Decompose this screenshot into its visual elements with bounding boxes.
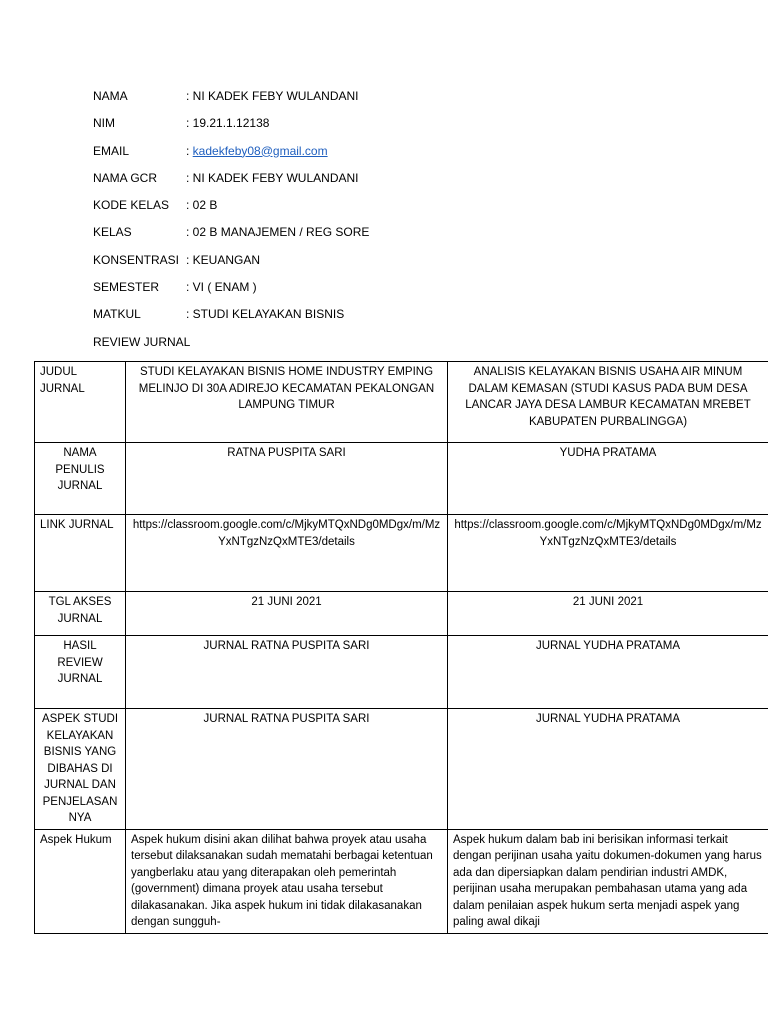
info-separator: :: [186, 307, 193, 322]
info-label: KONSENTRASI: [93, 252, 180, 267]
student-info: [93, 88, 369, 354]
info-value-kode-kelas: 02 B: [192, 198, 218, 213]
table-row-link: [35, 515, 768, 592]
tgl-col2: 21 JUNI 2021: [448, 592, 768, 636]
link-col1[interactable]: https://classroom.google.com/c/MjkyMTQxNDg0MDgx/m/MzYxNTgzNzQxMTE3/details: [126, 515, 448, 592]
row-label-penulis: NAMA PENULIS JURNAL: [35, 443, 126, 515]
hasil-col2: JURNAL YUDHA PRATAMA: [448, 636, 768, 709]
email-link[interactable]: kadekfeby08@gmail.com: [192, 143, 328, 158]
aspek-col1: JURNAL RATNA PUSPITA SARI: [126, 709, 448, 830]
info-value-kelas: 02 B MANAJEMEN / REG SORE: [192, 225, 370, 240]
row-label-link: LINK JURNAL: [35, 515, 126, 592]
judul-col2-line1: ANALISIS KELAYAKAN BISNIS USAHA AIR MINUM DALAM KEMASAN (STUDI KASUS PADA BUM DESA: [468, 366, 748, 395]
info-separator: :: [186, 280, 193, 295]
table-row-aspek: [35, 709, 768, 830]
info-row-kode-kelas: [93, 197, 369, 224]
info-separator: :: [186, 116, 193, 131]
info-label: NAMA GCR: [93, 170, 158, 185]
judul-col2-line2: LANCAR JAYA DESA LAMBUR KECAMATAN MREBET KABUPATEN PURBALINGGA): [465, 399, 751, 428]
info-label: NIM: [93, 116, 115, 131]
info-row-matkul: [93, 306, 369, 333]
info-value-nama: NI KADEK FEBY WULANDANI: [192, 89, 359, 103]
info-separator: :: [186, 170, 193, 185]
info-value-nim: 19.21.1.12138: [192, 116, 270, 131]
info-row-nama: [93, 88, 369, 115]
hukum-col1: Aspek hukum disini akan dilihat bahwa proyek atau usaha tersebut dilaksanakan sudah mematahi berbagai ketentuan yangberlaku atau yang diterapakan oleh pemerintah (government) dimana proyek atau usaha tersebut dilakasanakan. Jika aspek hukum ini tidak dilakasanakan dengan sungguh-: [126, 829, 448, 933]
info-label: EMAIL: [93, 143, 130, 158]
info-value-matkul: STUDI KELAYAKAN BISNIS: [192, 307, 345, 322]
row-label-tgl: TGL AKSES JURNAL: [35, 592, 126, 636]
row-label-hukum: Aspek Hukum: [35, 829, 126, 933]
judul-col2: [448, 362, 768, 443]
table-row-hukum: [35, 829, 768, 933]
link-col2[interactable]: https://classroom.google.com/c/MjkyMTQxNDg0MDgx/m/MzYxNTgzNzQxMTE3/details: [448, 515, 768, 592]
table-row-judul: [35, 362, 768, 443]
info-label: MATKUL: [93, 307, 141, 322]
info-separator: :: [186, 252, 193, 267]
info-separator: :: [186, 89, 193, 103]
info-row-kelas: [93, 224, 369, 251]
info-separator: :: [186, 143, 193, 158]
table-row-penulis: [35, 443, 768, 515]
judul-col1: STUDI KELAYAKAN BISNIS HOME INDUSTRY EMPING MELINJO DI 30A ADIREJO KECAMATAN PEKALONGAN LAMPUNG TIMUR: [126, 362, 448, 443]
penulis-col1: RATNA PUSPITA SARI: [126, 443, 448, 515]
aspek-col2: JURNAL YUDHA PRATAMA: [448, 709, 768, 830]
info-label: SEMESTER: [93, 280, 160, 295]
table-row-tgl: [35, 592, 768, 636]
info-separator: :: [186, 198, 193, 213]
review-table: [34, 361, 768, 934]
info-label: NAMA: [93, 89, 128, 103]
penulis-col2: YUDHA PRATAMA: [448, 443, 768, 515]
tgl-col1: 21 JUNI 2021: [126, 592, 448, 636]
info-row-nama-gcr: [93, 170, 369, 197]
table-row-hasil: [35, 636, 768, 709]
row-label-hasil: HASIL REVIEW JURNAL: [35, 636, 126, 709]
hasil-col1: JURNAL RATNA PUSPITA SARI: [126, 636, 448, 709]
info-value-nama-gcr: NI KADEK FEBY WULANDANI: [192, 170, 359, 185]
info-value-semester: VI ( ENAM ): [192, 280, 257, 295]
info-label: KODE KELAS: [93, 198, 170, 213]
info-row-semester: [93, 279, 369, 306]
row-label-judul: JUDUL JURNAL: [35, 362, 126, 443]
info-label: KELAS: [93, 225, 132, 240]
info-row-email: [93, 143, 369, 170]
review-title: REVIEW JURNAL: [93, 334, 191, 349]
info-row-nim: [93, 115, 369, 142]
info-value-konsentrasi: KEUANGAN: [192, 252, 261, 267]
info-row-konsentrasi: [93, 252, 369, 279]
info-separator: :: [186, 225, 193, 240]
hukum-col2: Aspek hukum dalam bab ini berisikan informasi terkait dengan perijinan usaha yaitu dokumen-dokumen yang harus ada dan dipersiapkan dalam pendirian industri AMDK, perijinan usaha merupakan pembahasan utama yang ada dalam penilaian aspek hukum serta menjadi aspek yang paling awal dikaji: [448, 829, 768, 933]
row-label-aspek: ASPEK STUDI KELAYAKAN BISNIS YANG DIBAHAS DI JURNAL DAN PENJELASAN NYA: [35, 709, 126, 830]
